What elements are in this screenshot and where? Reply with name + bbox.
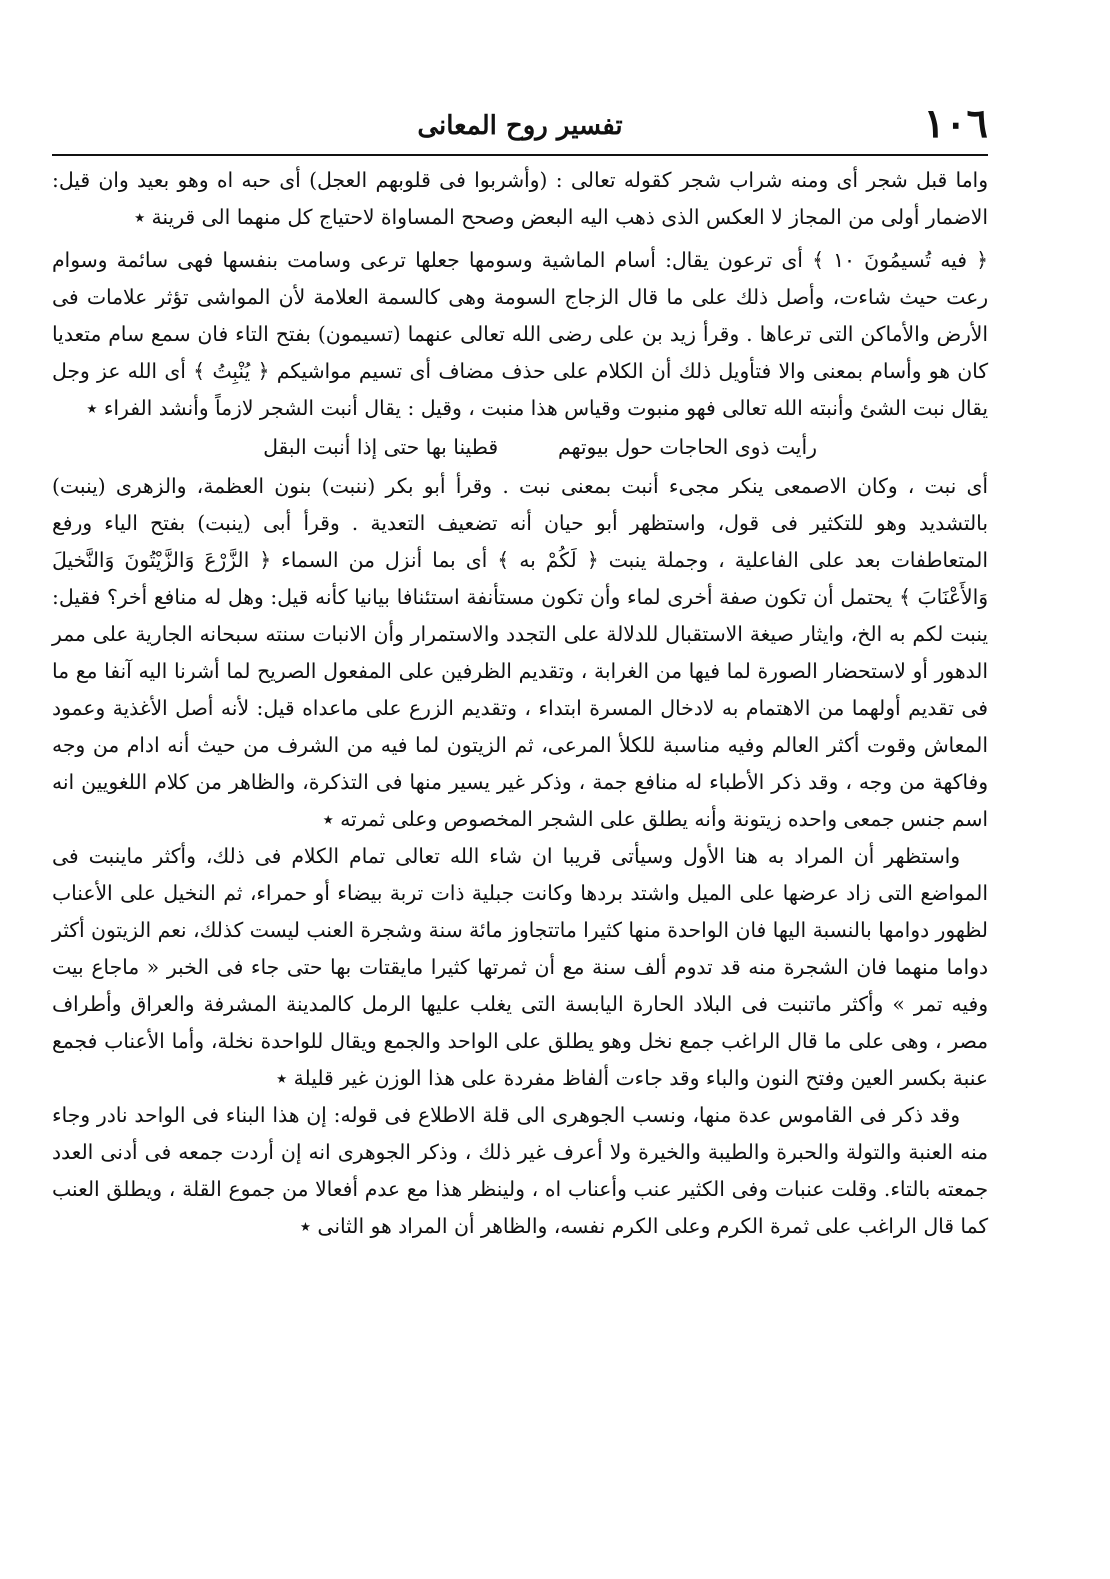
header-rule [52,154,988,156]
verse-hemistich-1: رأيت ذوى الحاجات حول بيوتهم [558,435,817,459]
paragraph-5: وقد ذكر فى القاموس عدة منها، ونسب الجوهرى الى قلة الاطلاع فى قوله: إن هذا البناء فى الواحد نادر وجاء منه العنبة والتولة والحبرة والطيبة والخيرة ولا أعرف غير ذلك ، وذكر الجوهرى انه إن أردت جمعه فى أدنى العدد جمعته بالتاء. وقلت عنبات وفى الكثير عنب وأعناب اه ، ولينظر هذا مع عدم أفعالا من جموع القلة ، ويطلق العنب كما قال الراغب على ثمرة الكرم وعلى الكرم نفسه، والظاهر أن المراد هو الثانى ٭ [52,1103,988,1238]
paragraph-1: واما قبل شجر أى ومنه شراب شجر كقوله تعالى : (وأشربوا فى قلوبهم العجل) أى حبه اه وهو بعيد وان قيل: الاضمار أولى من المجاز لا العكس الذى ذهب اليه البعض وصحح المساواة لاحتياج كل منهما الى قرينة ٭ [52,168,988,229]
page-header [52,100,988,148]
verse-hemistich-2: قطينا بها حتى إذا أنبت البقل [263,435,499,459]
page-number: ١٠٦ [923,100,988,147]
paragraph-4: واستظهر أن المراد به هنا الأول وسيأتى قريبا ان شاء الله تعالى تمام الكلام فى ذلك، وأكثر ماينبت فى المواضع التى زاد عرضها على الميل واشتد بردها وكانت جبلية ذات تربة بيضاء أو حمراء، ثم النخيل على الأعناب لظهور دوامها بالنسبة اليها فان الواحدة منها كثيرا ماتتجاوز مائة سنة وشجرة العنب ليست كذلك، نعم الزيتون أكثر دواما منهما فان الشجرة منه قد تدوم ألف سنة مع أن ثمرتها كثيرا مايقتات بها حتى جاء فى الخبر « ماجاع بيت وفيه تمر » وأكثر ماتنبت فى البلاد الحارة اليابسة التى يغلب عليها الرمل كالمدينة المشرفة والعراق وأطراف مصر ، وهى على ما قال الراغب جمع نخل وهو يطلق على الواحد والجمع ويقال للواحدة نخلة، وأما الأعناب فجمع عنبة بكسر العين وفتح النون والباء وقد جاءت ألفاظ مفردة على هذا الوزن غير قليلة ٭ [52,844,988,1090]
poetry-verse [52,429,988,466]
paragraph-2: ﴿ فيه تُسيمُونَ ١٠ ﴾ أى ترعون يقال: أسام الماشية وسومها جعلها ترعى وسامت بنفسها فهى سائمة وسوام رعت حيث شاءت، وأصل ذلك على ما قال الزجاج السومة وهى كالسمة العلامة لأن المواشى تؤثر علامات فى الأرض والأماكن التى ترعاها . وقرأ زيد بن على رضى الله تعالى عنهما (تسيمون) بفتح التاء فان سمع سام متعديا كان هو وأسام بمعنى والا فتأويل ذلك أن الكلام على حذف مضاف أى تسيم مواشيكم ﴿ يُنْبِتُ ﴾ أى الله عز وجل يقال نبت الشئ وأنبته الله تعالى فهو منبوت وقياس هذا منبت ، وقيل : يقال أنبت الشجر لازماً وأنشد الفراء ٭ [52,248,988,420]
page-body [52,162,988,1245]
paragraph-3: أى نبت ، وكان الاصمعى ينكر مجىء أنبت بمعنى نبت . وقرأ أبو بكر (ننبت) بنون العظمة، والزهرى (ينبت) بالتشديد وهو للتكثير فى قول، واستظهر أبو حيان أنه تضعيف التعدية . وقرأ أبى (ينبت) بفتح الياء ورفع المتعاطفات بعد على الفاعلية ، وجملة ينبت ﴿ لَكُمْ به ﴾ أى بما أنزل من السماء ﴿ الزَّرْعَ وَالزَّيْتُونَ وَالنَّخيلَ وَالأَعْنَابَ ﴾ يحتمل أن تكون صفة أخرى لماء وأن تكون مستأنفة استئنافا بيانيا كأنه قيل: وهل له منافع أخر؟ فقيل: ينبت لكم به الخ، وايثار صيغة الاستقبال للدلالة على التجدد والاستمرار وأن الانبات سنته سبحانه الجارية على ممر الدهور أو لاستحضار الصورة لما فيها من الغرابة ، وتقديم الظرفين على المفعول الصريح لما أشرنا اليه آنفا مع ما فى تقديم أولهما من الاهتمام به لادخال المسرة ابتداء ، وتقديم الزرع على ماعداه قيل: لأنه أصل الأغذية وعمود المعاش وقوت أكثر العالم وفيه مناسبة للكلأ المرعى، ثم الزيتون لما فيه من الشرف من حيث أنه ادام من وجه وفاكهة من وجه ، وقد ذكر الأطباء له منافع جمة ، وذكر غير يسير منها فى التذكرة، والظاهر من كلام اللغويين انه اسم جنس جمعى واحده زيتونة وأنه يطلق على الشجر المخصوص وعلى ثمرته ٭ [52,474,988,831]
running-title: تفسير روح المعانى [417,111,623,141]
